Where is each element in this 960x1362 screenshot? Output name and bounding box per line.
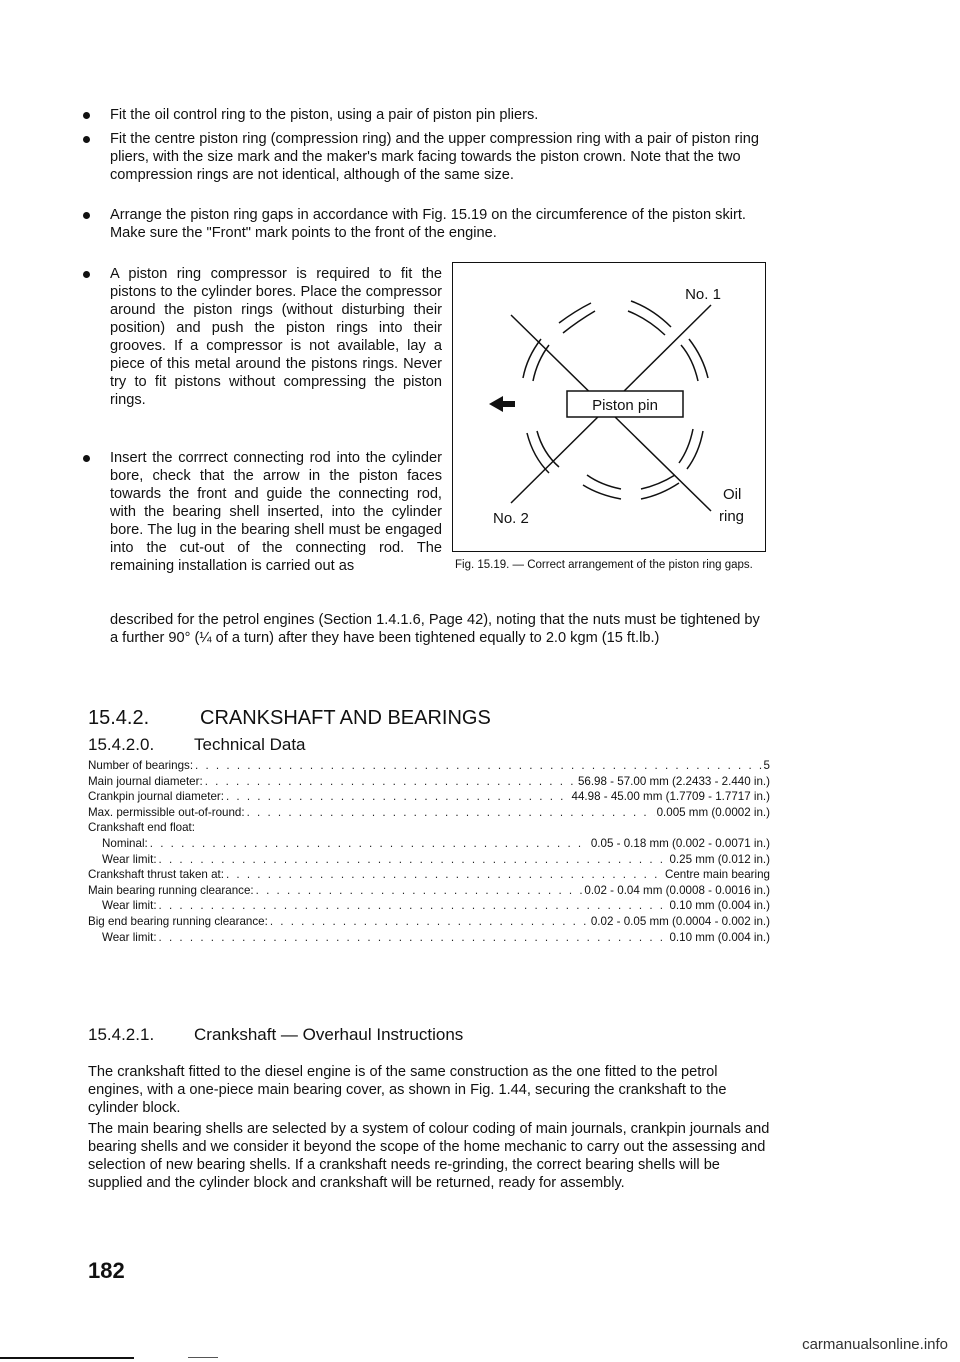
label-no2: No. 2 [493,510,529,527]
spec-row: Wear limit: . . . 0.25 mm (0.012 in.) [88,852,770,868]
bullet-ring-compressor: A piston ring compressor is required to fit the pistons to the cylinder bores. Place the compressor around the piston rings (without disturbing their position) and push the piston rings into their grooves. If a compressor is not available, lay a piece of this metal around the pistons rings. Never try to fit pistons without compressing the piston rings. [110,266,442,408]
technical-data-list [88,758,770,945]
page-number: 182 [88,1258,125,1283]
label-oil: Oil [723,486,742,503]
ring-arc-right-upper-2 [689,339,708,378]
bottom-rule [0,1357,134,1359]
bullet-connecting-rod: Insert the corrrect connecting rod into the cylinder bore, check that the arrow in the piston faces towards the front and guide the connecting rod, with the bearing shell inserted, into the cylinder bore. The lug in the bearing shell must be engaged into the cut-out of the connecting rod. The remaining installation is carried out as [110,450,442,574]
ring-arc-right-lower [679,429,693,463]
label-ring: ring [719,508,745,525]
figure-ring-gaps [452,262,766,552]
subsection-overhaul-title: Crankshaft — Overhaul Instructions [194,1025,464,1044]
spec-row: Main journal diameter: . . . 56.98 - 57.00 mm (2.2433 - 2.440 in.) [88,774,770,790]
ring-arc-bottom-left [587,475,621,489]
spec-row: Nominal: . . . 0.05 - 0.18 mm (0.002 - 0.0071 in.) [88,836,770,852]
overhaul-paragraph-1: The crankshaft fitted to the diesel engine is of the same construction as the one fitted to the petrol engines, with a one-piece main bearing cover, as shown in Fig. 1.44, securing the crankshaft to the cylinder block. [88,1064,727,1116]
figure-caption: Fig. 15.19. — Correct arrangement of the piston ring gaps. [455,559,753,571]
bullet-connecting-rod-continued: described for the petrol engines (Section 1.4.1.6, Page 42), noting that the nuts must be tightened by a further 90° (¼ of a turn) after they have been tightened equally to 2.0 kgm (15 ft.lb.) [110,612,760,646]
spec-row: Crankpin journal diameter: . . . 44.98 - 45.00 mm (1.7709 - 1.7717 in.) [88,789,770,805]
spec-row: Big end bearing running clearance: . . . 0.02 - 0.05 mm (0.0004 - 0.002 in.) [88,914,770,930]
section-heading [88,706,491,730]
spec-row: Crankshaft thrust taken at: . . . Centre main bearing [88,867,770,883]
ring-arc-top-left [563,311,595,333]
spec-row: Max. permissible out-of-round: . . . 0.005 mm (0.0002 in.) [88,805,770,821]
footer-watermark: carmanualsonline.info [802,1336,948,1353]
ring-arc-bottom-right-2 [641,483,679,499]
ring-arc-top-right [628,311,665,335]
ring-arc-right-upper [681,345,698,381]
front-arrow-icon [489,396,515,412]
ring-arc-left-lower-2 [527,433,549,473]
bottom-rule-short [188,1357,218,1358]
subsection-tech-title: Technical Data [194,735,306,754]
spec-row: Wear limit: . . . 0.10 mm (0.004 in.) [88,930,770,946]
section-number: 15.4.2. [88,707,150,729]
subsection-overhaul-number: 15.4.2.1. [88,1025,155,1044]
spec-row: Wear limit: . . . 0.10 mm (0.004 in.) [88,898,770,914]
ring-gap-diagram [453,263,764,550]
overhaul-paragraph-2: The main bearing shells are selected by a system of colour coding of main journals, crankpin journals and bearing shells and we consider it beyond the scope of the home mechanic to carry out the assessing and selection of new bearing shells. If a crankshaft needs re-grinding, the correct bearing shells will be supplied and the cylinder block and crankshaft will be returned, ready for assembly. [88,1121,770,1191]
label-piston-pin: Piston pin [592,397,658,414]
bullet-compression-ring: Fit the centre piston ring (compression ring) and the upper compression ring with a pair of piston ring pliers, with the size mark and the maker's mark facing towards the piston crown. Note that the two compression rings are not identical, although of the same size. [110,130,770,184]
subsection-overhaul-heading [88,1024,463,1046]
spec-row: Number of bearings: . . . 5 [88,758,770,774]
spec-row: Crankshaft end float: [88,821,195,835]
ring-arc-top-left-2 [559,303,591,323]
bullet-ring-gaps: Arrange the piston ring gaps in accordance with Fig. 15.19 on the circumference of the piston skirt. Make sure the "Front" mark points to the front of the engine. [110,206,770,242]
label-no1: No. 1 [685,286,721,303]
ring-arc-bottom-right [641,475,675,489]
subsection-tech-number: 15.4.2.0. [88,735,155,754]
subsection-tech-heading [88,734,306,756]
spec-row: Main bearing running clearance: . . . 0.02 - 0.04 mm (0.0008 - 0.0016 in.) [88,883,770,899]
section-title: CRANKSHAFT AND BEARINGS [200,707,491,729]
bullet-oil-ring: Fit the oil control ring to the piston, using a pair of piston pin pliers. [110,106,770,124]
ring-arc-left-upper-2 [523,339,541,378]
ring-arc-right-lower-2 [687,431,703,469]
